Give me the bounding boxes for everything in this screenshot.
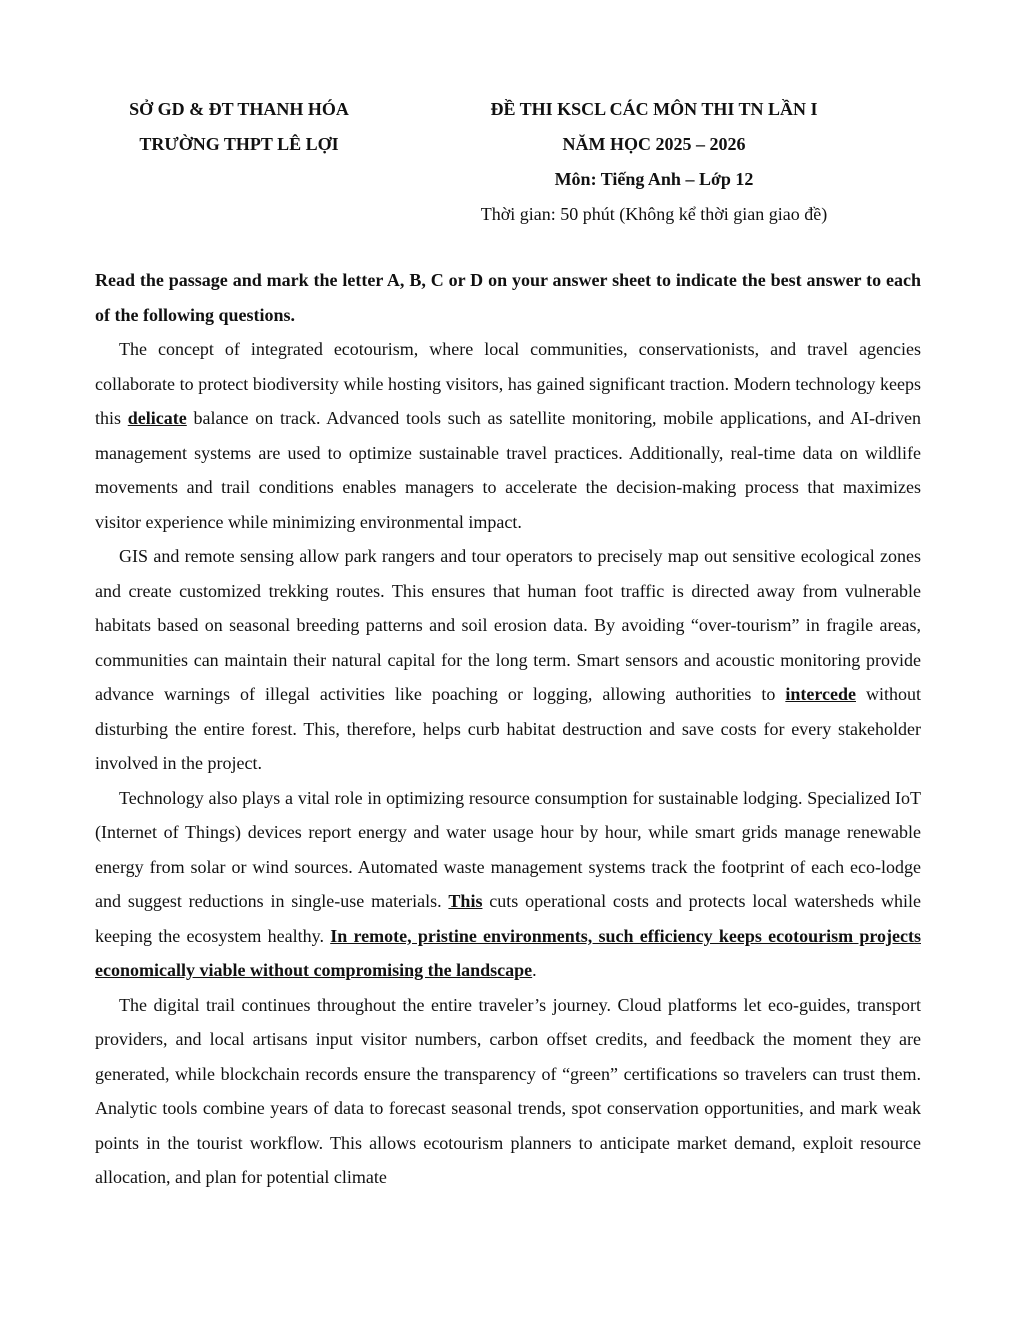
school-name: TRƯỜNG THPT LÊ LỢI xyxy=(139,134,339,154)
highlighted-word-intercede: intercede xyxy=(785,684,856,704)
school-header xyxy=(95,92,383,162)
department-name: SỞ GD & ĐT THANH HÓA xyxy=(129,99,349,119)
exam-header xyxy=(430,92,878,232)
school-year: NĂM HỌC 2025 – 2026 xyxy=(562,134,746,154)
highlighted-word-delicate: delicate xyxy=(127,408,187,428)
paragraph-text: without disturbing the entire forest. This, therefore, helps curb habitat destruction and save costs for every stakeholder involved in the project. xyxy=(95,684,921,773)
passage-paragraph-4 xyxy=(95,988,921,1195)
paragraph-text: balance on track. Advanced tools such as satellite monitoring, mobile applications, and AI-driven management systems are used to optimize sustainable travel practices. Additionally, real-time data on wildlife movements and trail conditions enables managers to accelerate the decision-making process that maximizes visitor experience while minimizing environmental impact. xyxy=(95,408,922,532)
instruction-text: Read the passage and mark the letter A, B, C or D on your answer sheet to indicate the best answer to each of the following questions. xyxy=(95,270,921,325)
subject-line: Môn: Tiếng Anh – Lớp 12 xyxy=(554,169,754,189)
passage-paragraph-3 xyxy=(95,781,921,988)
highlighted-word-this: This xyxy=(448,891,483,911)
paragraph-text: The concept of integrated ecotourism, where local communities, conservationists, and travel agencies collaborate to protect biodiversity while hosting visitors, has gained significant traction. Modern technology keeps this xyxy=(95,339,921,428)
paragraph-text: cuts operational costs and protects local watersheds while keeping the ecosystem healthy. xyxy=(95,891,921,946)
paragraph-text: The digital trail continues throughout the entire traveler’s journey. Cloud platforms let eco-guides, transport providers, and local artisans input visitor numbers, carbon offset credits, and feedback the moment they are generated, while blockchain records ensure the transparency of “green” certifications so travelers can trust them. Analytic tools combine years of data to forecast seasonal trends, spot conservation opportunities, and mark weak points in the tourist workflow. This allows ecotourism planners to anticipate market demand, exploit resource allocation, and plan for potential climate xyxy=(95,994,921,1187)
passage-paragraph-2 xyxy=(95,539,921,781)
time-limit: Thời gian: 50 phút (Không kể thời gian giao đề) xyxy=(480,204,828,224)
exam-title: ĐỀ THI KSCL CÁC MÔN THI TN LẦN I xyxy=(490,99,818,119)
passage-paragraph-1 xyxy=(95,332,921,539)
highlighted-sentence: In remote, pristine environments, such efficiency keeps ecotourism projects economically viable without compromising the landscape xyxy=(95,925,921,980)
paragraph-text: Technology also plays a vital role in optimizing resource consumption for sustainable lodging. Specialized IoT (Internet of Things) devices report energy and water usage hour by hour, while smart grids manage renewable energy from solar or wind sources. Automated waste management systems track the footprint of each eco-lodge and suggest reductions in single-use materials. xyxy=(95,787,921,911)
exam-body xyxy=(95,263,921,1195)
paragraph-text: . xyxy=(532,960,537,980)
paragraph-text: GIS and remote sensing allow park rangers and tour operators to precisely map out sensitive ecological zones and create customized trekking routes. This ensures that human foot traffic is directed away from vulnerable habitats based on seasonal breeding patterns and soil erosion data. By avoiding “over-tourism” in fragile areas, communities can maintain their natural capital for the long term. Smart sensors and acoustic monitoring provide advance warnings of illegal activities like poaching or logging, allowing authorities to xyxy=(95,546,921,704)
